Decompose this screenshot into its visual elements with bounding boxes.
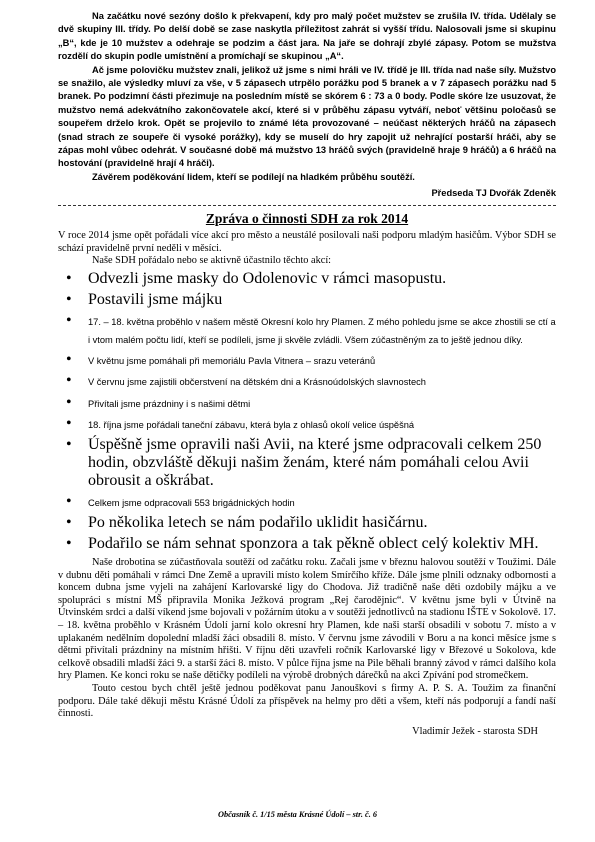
activity-item xyxy=(58,312,556,348)
sdh-paragraph: Naše drobotina se zúčastňovala soutěží od začátku roku. Začali jsme v březnu halovou soutěží v Toužimi. Dále v dubnu děti pomáhali v rámci Dne Země a upravili místo kolem Smírčího kříže. Dále jsme plnili odznaky odbornosti a koncem dubna jsme vyjeli na zahájení Karlovarské ligy do Chodova. Již tradičně naše děti ozdobily májku a ve spolupráci s místní MŠ připravila Monika Ježková program „Rej čarodějnic“. V květnu jsme byli v Útvině na Útvinském srdci a další víkend jsme bojovali v požárním útoku a v soutěži jednotlivců na stadionu IŠTE v Sokolově. 17. – 18. května proběhlo v Krásném Údolí jarní kolo okresní hry Plamen, kde naši starší obsadili v sobotu 7. místo a v uplakaném nedělním dopolední mladší žáci obsadili 8. místo. V červnu jsme závodili v Boru a na konci měsíce jsme s dětmi přivítali prázdniny na místním hřišti. V říjnu děti uzavřeli ročník Karlovarské ligy v Březové u Sokolova, kde celkově obsadili mladší žáci 9. a starší žáci 8. místo. V půlce října jsme na Pile běhali branný závod v rámci dalšího kola hry Plamen. Ke konci roku se naše dětičky podíleli na výrobě drobných dárečků na akci Zpívání pod stromečkem. xyxy=(58,557,556,682)
activity-text: 18. října jsme pořádali taneční zábavu, která byla z ohlasů okolí velice úspěšná xyxy=(88,419,415,430)
sdh-intro: V roce 2014 jsme opět pořádali více akcí pro město a neustálé posilovali naši podporu mladým hasičům. Výbor SDH se schází pravidelně první neděli v měsíci. xyxy=(58,230,556,254)
activity-item xyxy=(58,351,556,369)
activity-item xyxy=(58,535,556,553)
activity-text: V květnu jsme pomáhali při memoriálu Pavla Vitnera – srazu veteránů xyxy=(88,356,376,367)
activity-text: V červnu jsme zajistili občerstvení na dětském dni a Krásnoúdolských slavnostech xyxy=(88,377,426,388)
activity-item xyxy=(58,493,556,511)
activity-text: Úspěšně jsme opravili naši Avii, na které jsme odpracovali celkem 250 hodin, obzvláště děkuji našim ženám, které nám pomáhali celou Avii obrousit a oškrábat. xyxy=(88,435,542,489)
bullet-icon: • xyxy=(66,270,72,288)
bullet-icon: • xyxy=(66,513,72,531)
activity-text: Přivítali jsme prázdniny i s našimi dětmi xyxy=(88,398,251,409)
activity-item xyxy=(58,436,556,490)
activity-item xyxy=(58,514,556,532)
bullet-icon: • xyxy=(66,435,72,453)
football-paragraph: Závěrem poděkování lidem, kteří se podílejí na hladkém průběhu soutěží. xyxy=(92,171,415,182)
bullet-icon: • xyxy=(66,535,72,552)
bullet-icon: • xyxy=(66,414,72,432)
football-signature: Předseda TJ Dvořák Zdeněk xyxy=(431,188,556,199)
activity-text: Odvezli jsme masky do Odolenovic v rámci masopustu. xyxy=(88,270,447,288)
activity-item xyxy=(58,415,556,433)
bullet-icon: • xyxy=(66,312,72,330)
activity-item xyxy=(58,394,556,412)
football-paragraph: Ač jsme polovičku mužstev znali, jelikož už jsme s nimi hráli ve IV. třídě je III. třída nad naše síly. Mužstvo se snažilo, ale výsledky mluví za vše, v 5 zápasech utrpělo porážku pod 5 branek a v 7 zápasech porážku nad 5 branek. Po podzimní části přezimuje na posledním místě se skórem 6 : 73 a 0 body. Podle skóre lze usuzovat, že mužstvo nemá adekvátního zakončovatele akcí, které si v průběhu zápasu vytváří, neboť většinu poločasů se soupeřem drželo krok. Opět se projevilo to známé léta provozované – neúčast některých hráčů na zápasech (snad strach ze soupeře či vysoké porážky), kdy se muselí do hry zapojit už nehrající postarší hráči, aby se zápas mohl vůbec odehrát. V současné době má mužstvo 13 hráčů svých (pravidelně hraje 9 hráčů) a 6 hráčů na hostování (pravidelně hrají 4 hráči). xyxy=(58,64,556,169)
sdh-title: Zpráva o činnosti SDH za rok 2014 xyxy=(205,211,409,227)
page-content xyxy=(58,10,556,737)
activity-text: Celkem jsme odpracovali 553 brigádnických hodin xyxy=(88,497,295,508)
bullet-icon: • xyxy=(66,372,72,390)
page-footer: Občasník č. 1/15 města Krásné Údolí – str. č. 6 xyxy=(217,810,378,819)
bullet-icon: • xyxy=(66,492,72,510)
bullet-icon: • xyxy=(66,291,72,309)
activity-text: 17. – 18. května proběhlo v našem městě Okresní kolo hry Plamen. Z mého pohledu jsme se akce zhostili se ctí a i vtom malém počtu lidí, kteří se podíleli, jsme ji skvěle zvládli. Všem zúčastněným za to ještě jednou díky. xyxy=(88,317,556,346)
activity-list xyxy=(58,270,556,553)
activity-item xyxy=(58,270,556,288)
activity-item xyxy=(58,291,556,309)
activity-item xyxy=(58,372,556,390)
sdh-paragraph: Touto cestou bych chtěl ještě jednou poděkovat panu Janouškovi s firmy A. P. S. A. Toužim za finanční podporu. Dále také děkuji městu Krásné Údolí za příspěvek na helmy pro děti a všem, kteří nás podporují a fandí naší činnosti. xyxy=(58,682,556,720)
bullet-icon: • xyxy=(66,393,72,411)
football-paragraph: Na začátku nové sezóny došlo k překvapení, kdy pro malý počet mužstev se zrušila IV. třída. Udělaly se dvě skupiny III. třídy. Po delší době se zase naskytla příležitost zahrát si vyšší třídu. Nalosovali jsme si skupinu „B“, kde je 10 mužstev a odehraje se podzim a část jara. Na jaře se dohrají zbylé zápasy. Potom se mužstva rozdělí do skupin podle umístnění a promíchají se skupinou „A“. xyxy=(58,11,556,62)
activity-text: Podařilo se nám sehnat sponzora a tak pěkně oblect celý kolektiv MH. xyxy=(88,535,539,552)
bullet-icon: • xyxy=(66,351,72,369)
activity-text: Po několika letech se nám podařilo uklidit hasičárnu. xyxy=(88,513,428,531)
activity-text: Postavili jsme májku xyxy=(88,291,223,309)
section-divider xyxy=(58,205,556,206)
sdh-list-intro: Naše SDH pořádalo nebo se aktivně účastnilo těchto akcí: xyxy=(92,255,332,267)
sdh-signature: Vladimír Ježek - starosta SDH xyxy=(412,725,538,737)
